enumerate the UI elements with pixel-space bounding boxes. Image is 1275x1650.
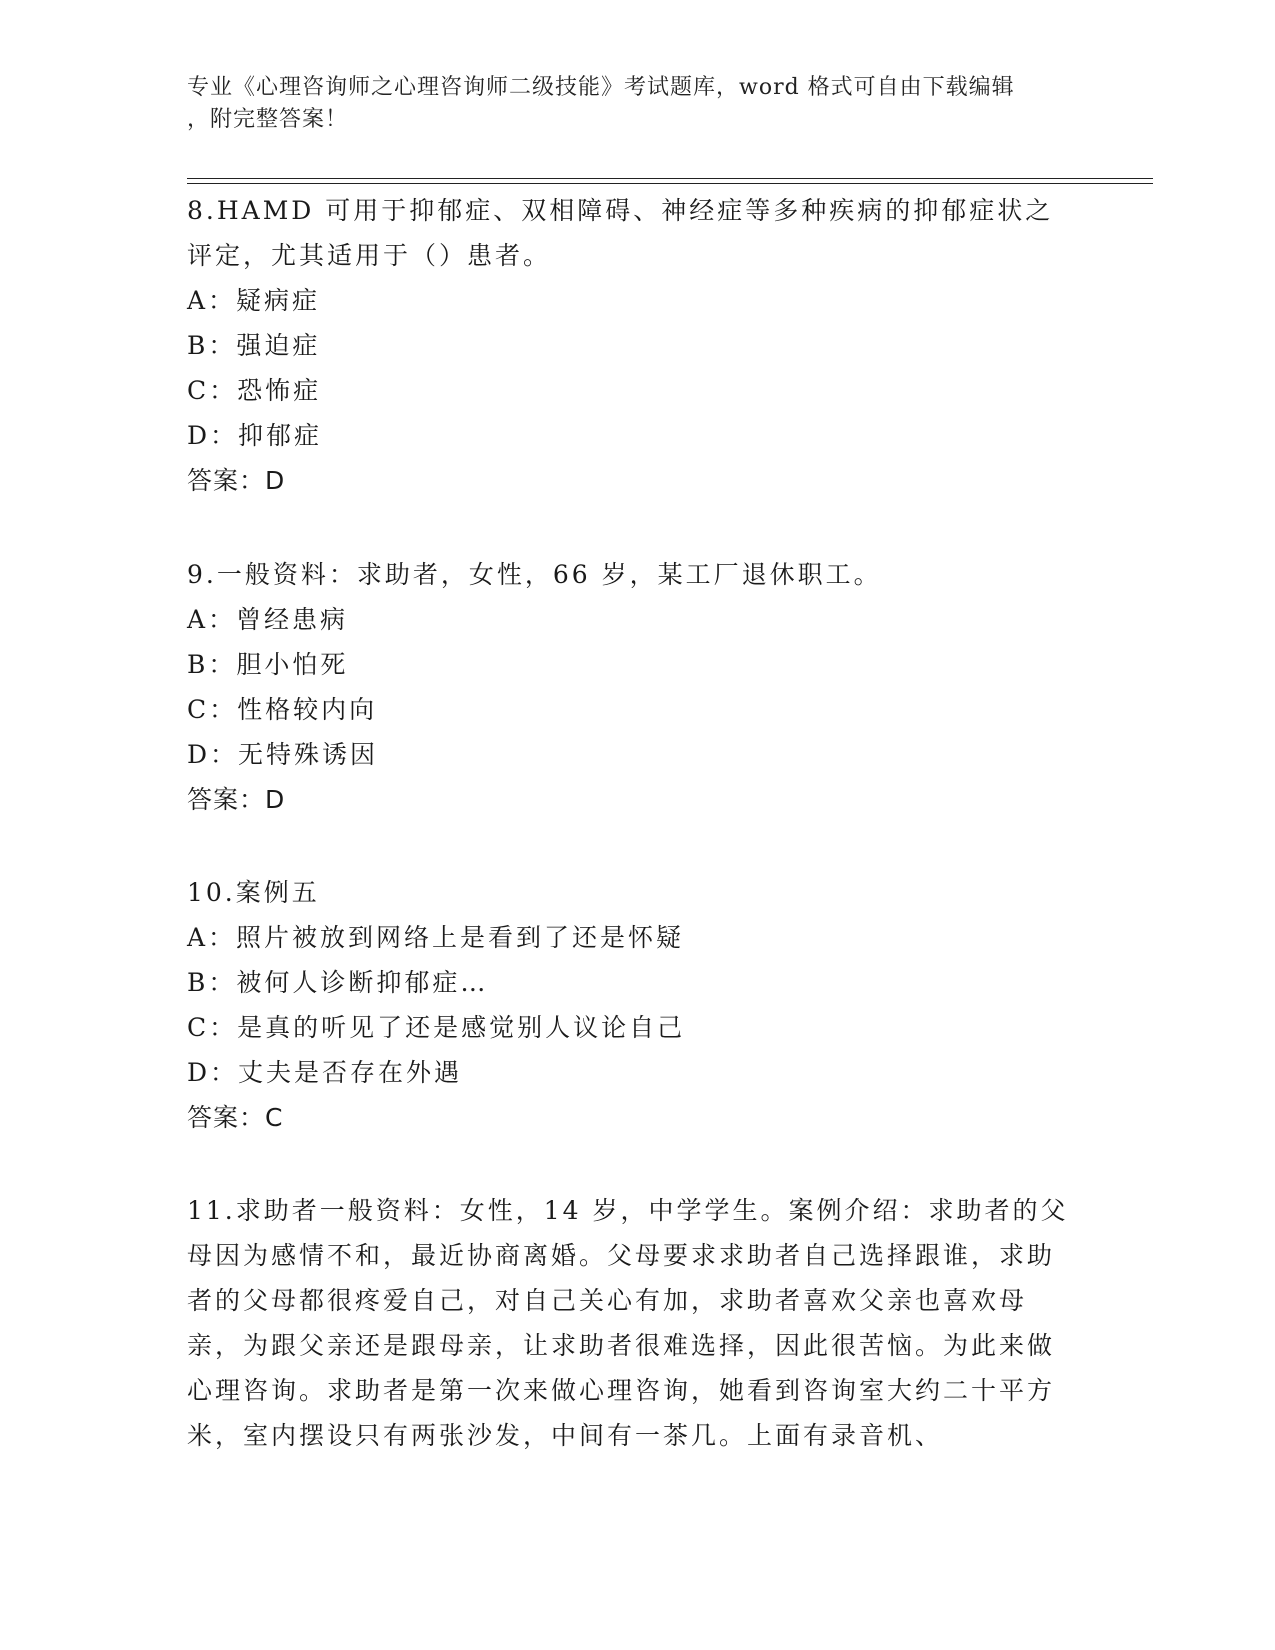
option-d: D：抑郁症	[187, 421, 323, 450]
question-stem: 8.HAMD 可用于抑郁症、双相障碍、神经症等多种疾病的抑郁症状之评定，尤其适用于（）患者。	[187, 196, 1054, 270]
question-8	[187, 188, 1077, 503]
header-divider-top	[187, 178, 1153, 179]
option-c: C：恐怖症	[187, 376, 322, 405]
question-stem: 11.求助者一般资料：女性，14 岁，中学学生。案例介绍：求助者的父母因为感情不和，最近协商离婚。父母要求求助者自己选择跟谁，求助者的父母都很疼爱自己，对自己关心有加，求助者喜欢父亲也喜欢母亲，为跟父亲还是跟母亲，让求助者很难选择，因此很苦恼。为此来做心理咨询。求助者是第一次来做心理咨询，她看到咨询室大约二十平方米，室内摆设只有两张沙发，中间有一茶几。上面有录音机、	[187, 1196, 1069, 1450]
option-a: A：疑病症	[187, 286, 321, 315]
option-c: C：是真的听见了还是感觉别人议论自己	[187, 1013, 686, 1042]
header-line-1: 专业《心理咨询师之心理咨询师二级技能》考试题库，word 格式可自由下载编辑	[187, 75, 1015, 100]
question-11	[187, 1188, 1077, 1458]
answer: 答案：D	[187, 785, 286, 814]
option-d: D：丈夫是否存在外遇	[187, 1058, 463, 1087]
answer: 答案：D	[187, 466, 286, 495]
question-stem: 9.一般资料：求助者，女性，66 岁，某工厂退休职工。	[187, 560, 882, 589]
header-line-2: ，附完整答案！	[187, 107, 349, 132]
option-b: B：胆小怕死	[187, 650, 349, 679]
option-b: B：被何人诊断抑郁症…	[187, 968, 489, 997]
option-d: D：无特殊诱因	[187, 740, 379, 769]
question-stem: 10.案例五	[187, 878, 320, 907]
option-a: A：照片被放到网络上是看到了还是怀疑	[187, 923, 685, 952]
option-a: A：曾经患病	[187, 605, 349, 634]
question-10	[187, 870, 1077, 1140]
document-header	[187, 72, 1067, 136]
option-b: B：强迫症	[187, 331, 321, 360]
header-divider-bottom	[187, 183, 1153, 184]
option-c: C：性格较内向	[187, 695, 378, 724]
answer: 答案：C	[187, 1103, 284, 1132]
question-9	[187, 552, 1077, 822]
